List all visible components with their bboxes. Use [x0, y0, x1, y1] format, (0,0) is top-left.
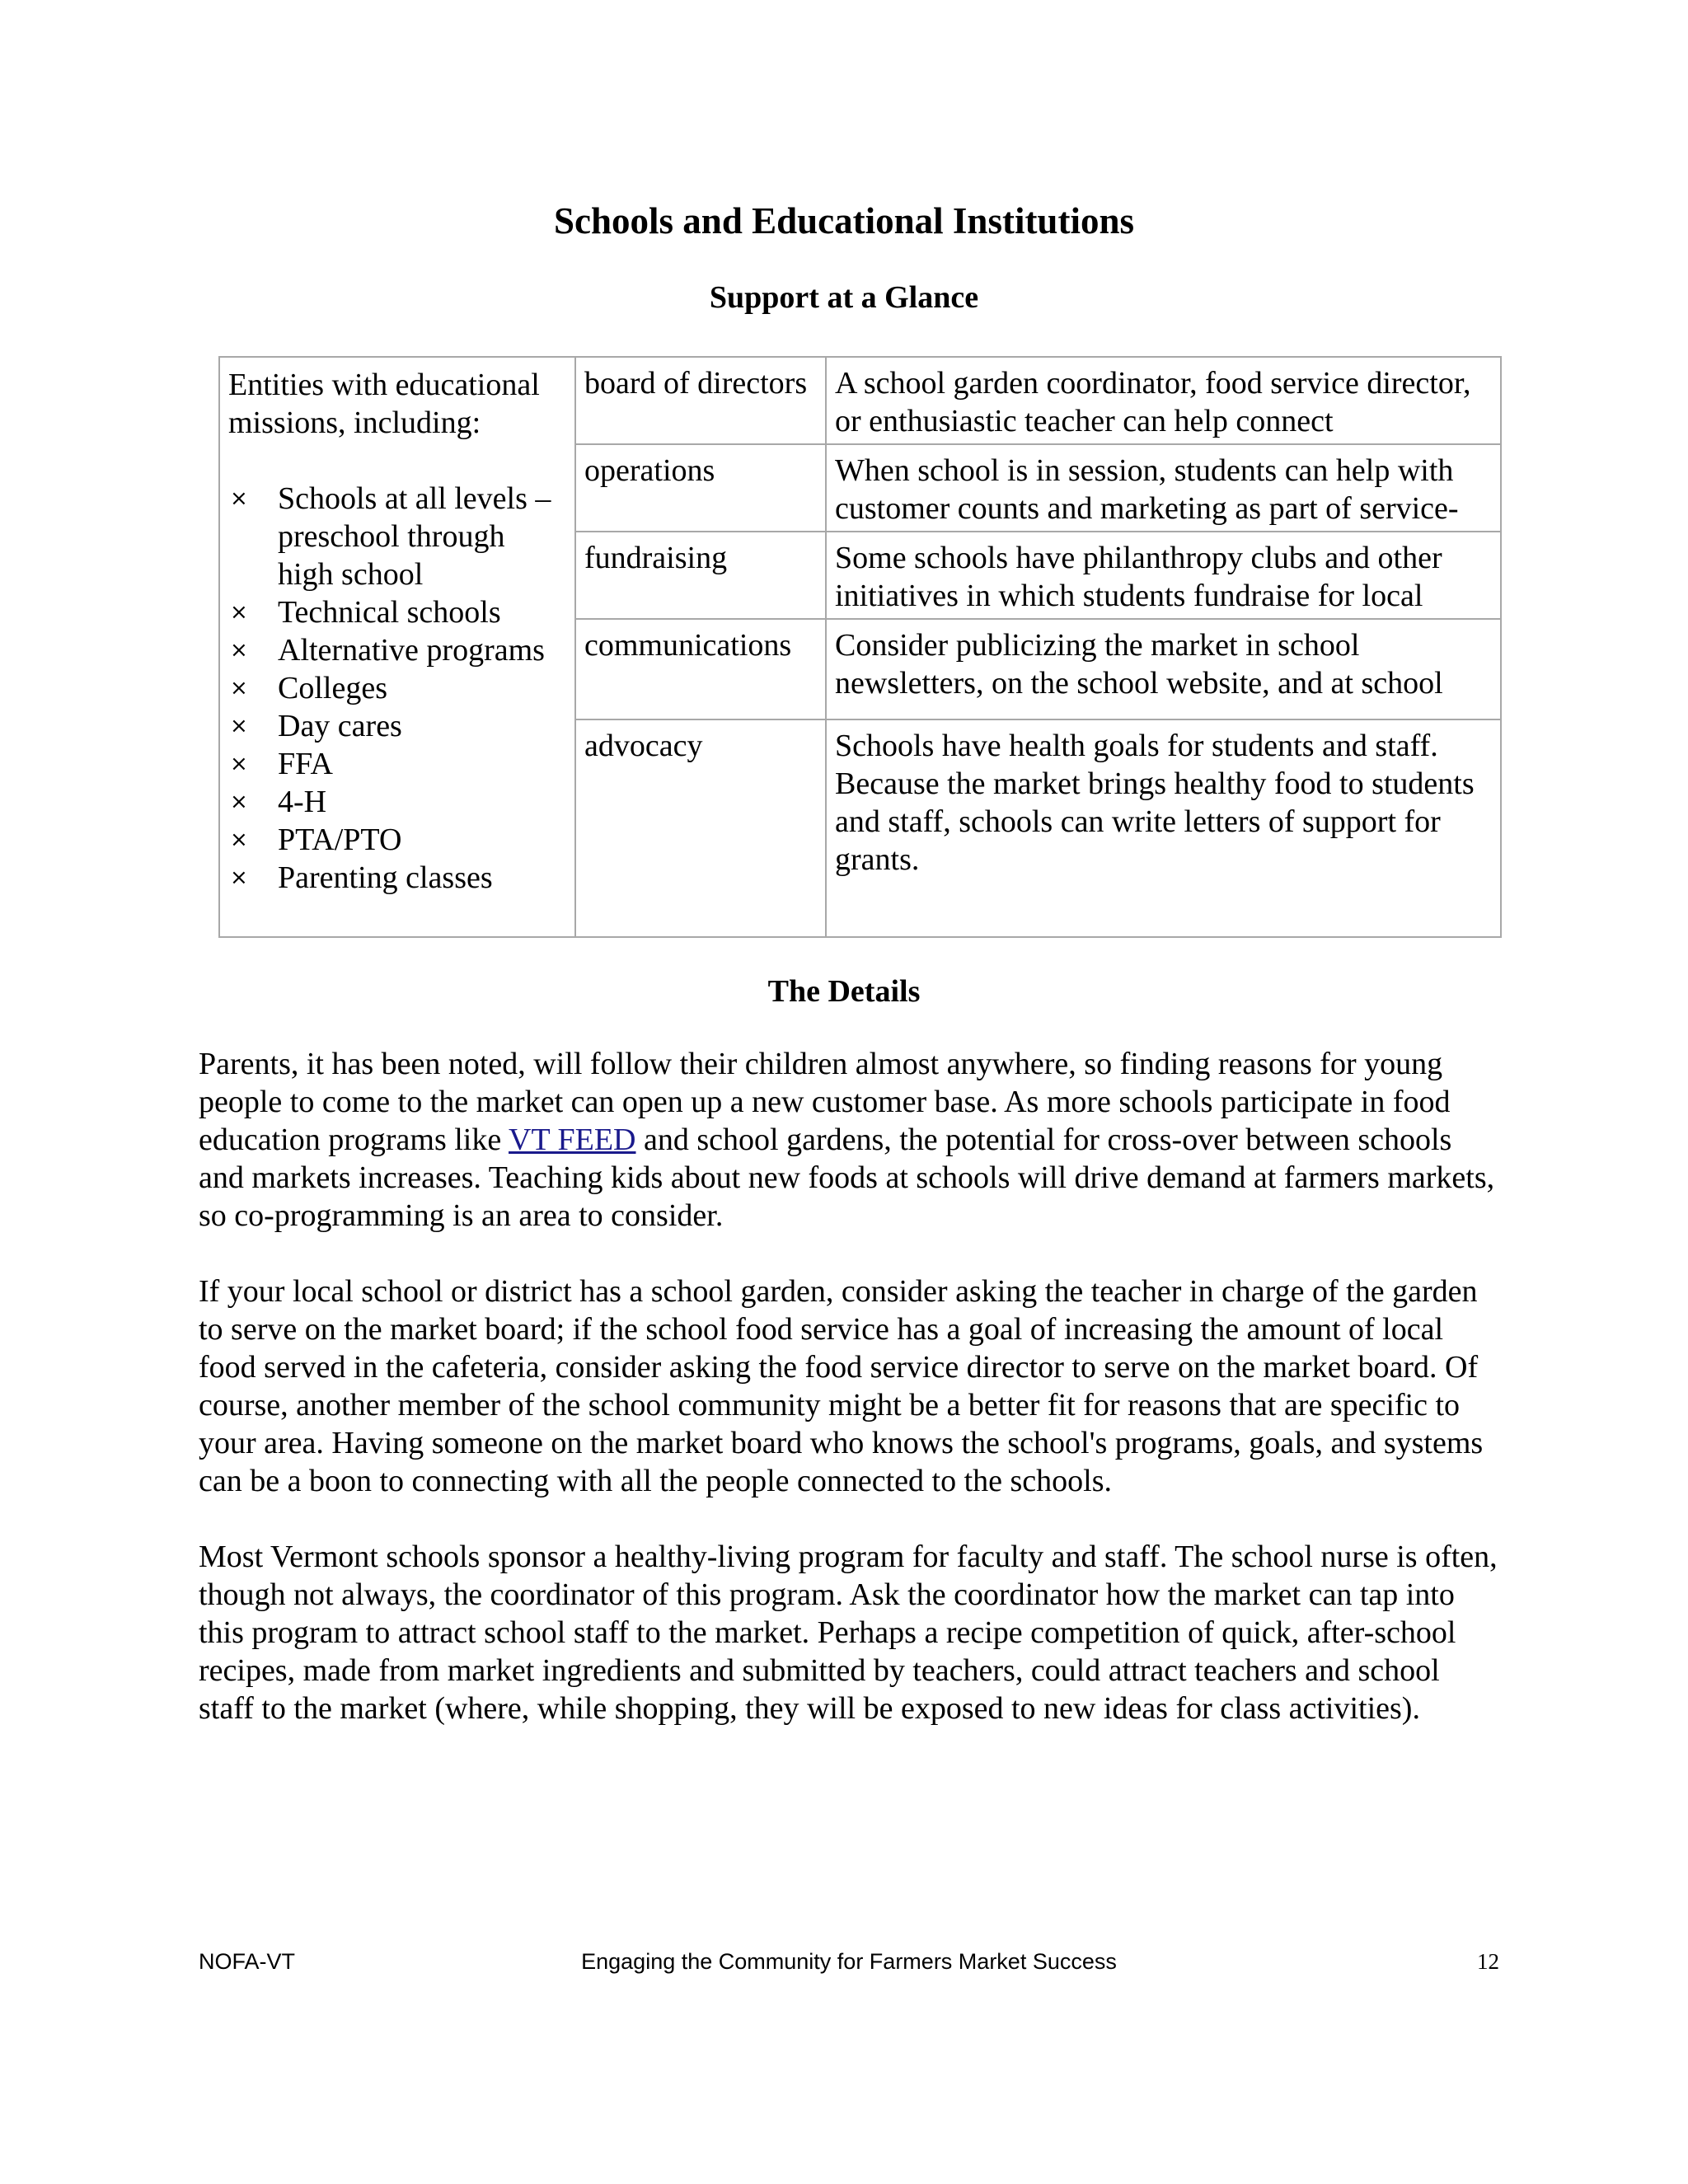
paragraph-text: Parents, it has been noted, will follow their children almost anywhere, so finding reasons for young people to come to the market can open up a new customer base. As more schools participate in food education programs like	[199, 1047, 1451, 1157]
page-title: Schools and Educational Institutions	[554, 200, 1134, 241]
bullet-x-icon: ×	[230, 827, 248, 852]
paragraph: Most Vermont schools sponsor a healthy-living program for faculty and staff. The school nurse is often, though not always, the coordinator of this program. Ask the coordinator how the market can tap into this program to attract school staff to the market. Perhaps a recipe competition of quick, after-school recipes, made from market ingredients and submitted by teachers, could attract teachers and school staff to the market (where, while shopping, they will be exposed to new ideas for class activities).	[199, 1540, 1498, 1726]
entity-label: FFA	[278, 747, 333, 781]
entity-item	[228, 480, 568, 593]
entity-item	[228, 821, 568, 859]
table-row	[576, 620, 1500, 720]
entity-item	[228, 669, 568, 707]
bullet-x-icon: ×	[230, 676, 248, 701]
footer-org: NOFA-VT	[199, 1949, 296, 1974]
page-number: 12	[1477, 1949, 1499, 1974]
paragraph	[199, 1045, 1499, 1235]
entities-intro: Entities with educational missions, including:	[228, 368, 540, 440]
description-cell: Some schools have philanthropy clubs and other initiatives in which students fundraise for local	[835, 541, 1442, 613]
description-cell: Consider publicizing the market in school newsletters, on the school website, and at school	[835, 628, 1443, 701]
entity-item	[228, 707, 568, 745]
details-heading: The Details	[767, 974, 921, 1009]
entity-label: Parenting classes	[278, 860, 493, 895]
footer-title: Engaging the Community for Farmers Market Success	[581, 1949, 1117, 1974]
entity-label: 4-H	[278, 785, 327, 819]
paragraph: If your local school or district has a school garden, consider asking the teacher in charge of the garden to serve on the market board; if the school food service has a goal of increasing the amount of local food served in the cafeteria, consider asking the food service director to serve on the market board. Of course, another member of the school community might be a better fit for reasons that are specific to your area. Having someone on the market board who knows the school's programs, goals, and systems can be a boon to connecting with all the people connected to the schools.	[199, 1274, 1484, 1498]
entity-label: Technical schools	[278, 595, 501, 630]
section-subtitle: Support at a Glance	[709, 280, 979, 315]
bullet-x-icon: ×	[230, 600, 248, 625]
entity-label: Colleges	[278, 671, 387, 705]
entity-item	[228, 745, 568, 783]
description-cell: A school garden coordinator, food service director, or enthusiastic teacher can help connect	[835, 366, 1471, 438]
entities-list	[228, 480, 568, 897]
bullet-x-icon: ×	[230, 638, 248, 663]
paragraph-text: and school gardens, the potential for cross-over between schools and markets increases. Teaching kids about new foods at schools will drive demand at farmers markets, so co-programming is an area to consider.	[199, 1122, 1495, 1233]
entity-label: Schools at all levels – preschool through high school	[278, 481, 551, 592]
role-cell: operations	[576, 445, 827, 531]
bullet-x-icon: ×	[230, 752, 248, 776]
entities-cell	[220, 358, 576, 936]
entity-item	[228, 593, 568, 631]
role-cell: board of directors	[576, 358, 827, 443]
table-row	[576, 445, 1500, 532]
description-cell: Schools have health goals for students and staff. Because the market brings healthy food to students and staff, schools can write letters of support for grants.	[835, 729, 1475, 877]
vt-feed-link[interactable]: VT FEED	[509, 1122, 636, 1157]
entity-label: Day cares	[278, 709, 402, 743]
entity-item	[228, 859, 568, 897]
details-body	[199, 1045, 1499, 1765]
table-row	[576, 720, 1500, 936]
entity-item	[228, 783, 568, 821]
bullet-x-icon: ×	[230, 714, 248, 738]
role-cell: advocacy	[576, 720, 827, 936]
entity-label: PTA/PTO	[278, 823, 402, 857]
bullet-x-icon: ×	[230, 486, 248, 511]
bullet-x-icon: ×	[230, 790, 248, 814]
role-cell: fundraising	[576, 532, 827, 618]
role-cell: communications	[576, 620, 827, 719]
entity-item	[228, 631, 568, 669]
support-at-a-glance-table	[218, 356, 1502, 938]
entity-label: Alternative programs	[278, 633, 545, 668]
description-cell: When school is in session, students can help with customer counts and marketing as part of service-	[835, 453, 1459, 526]
bullet-x-icon: ×	[230, 865, 248, 890]
table-row	[576, 532, 1500, 620]
table-row	[576, 358, 1500, 445]
